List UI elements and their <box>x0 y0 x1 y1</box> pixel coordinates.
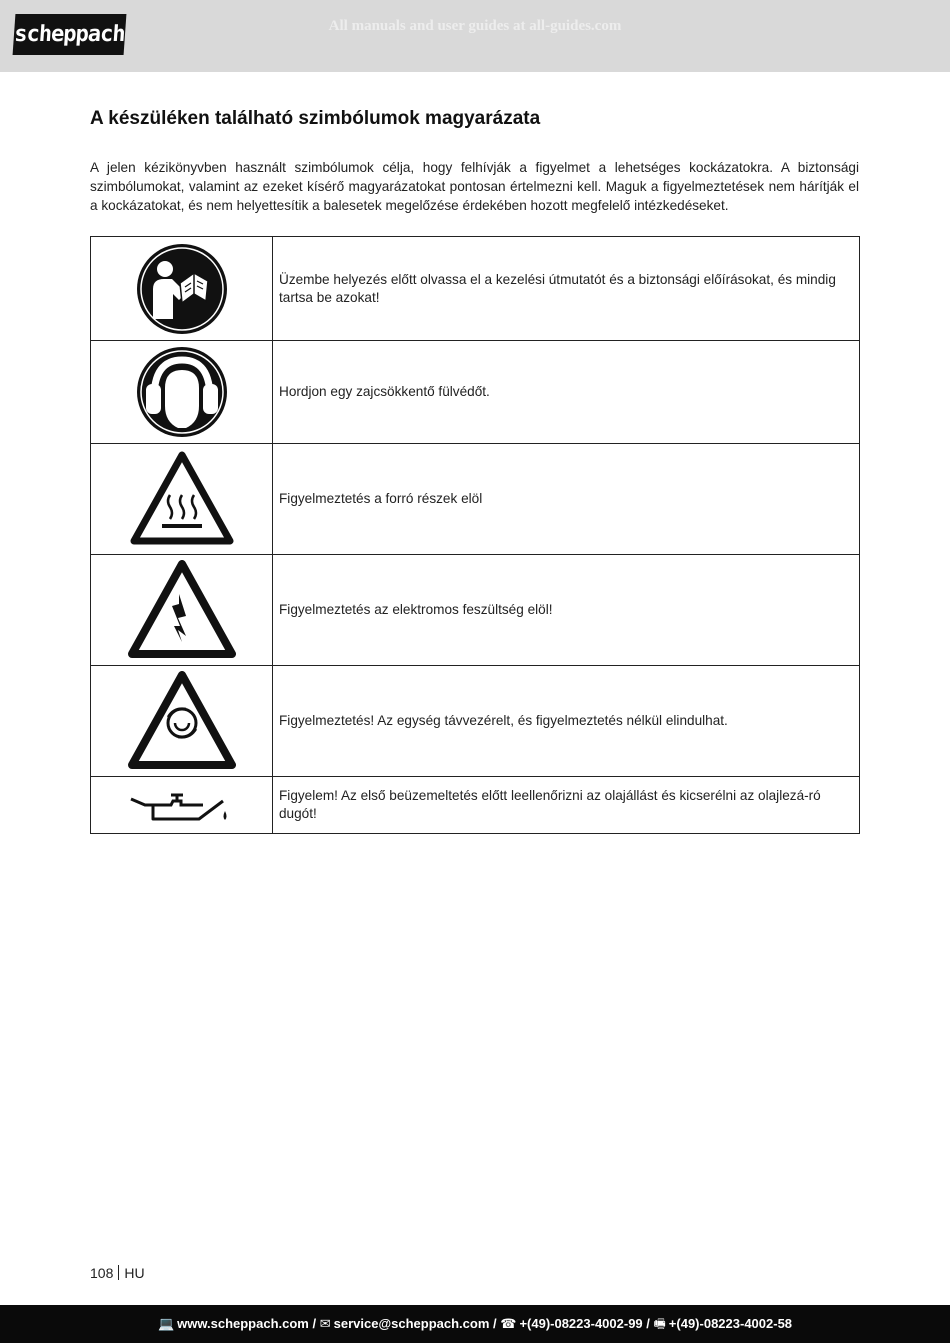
table-row <box>91 777 860 834</box>
icon-cell <box>91 341 273 444</box>
intro-paragraph: A jelen kézikönyvben használt szimbólumok célja, hogy felhívják a figyelmet a lehetséges kockázatokra. A biztonsági szimbólumokat, valamint az ezeket kísérő magyarázatokat pontosan értelmezni kell. Maguk a figyelmeztetések nem hárítják el a kockázatokat, és nem helyettesítik a balesetek megelőzése érdekében hozott megfelelő intézkedéseket. <box>90 160 859 213</box>
symbol-description: Figyelem! Az első beüzemeltetés előtt leellenőrizni az olajállást és kicserélni az olajlezá-ró dugót! <box>273 777 860 834</box>
symbol-description: Figyelmeztetés az elektromos feszültség elöl! <box>273 555 860 666</box>
fax-number: +(49)-08223-4002-58 <box>668 1316 793 1331</box>
symbol-description: Figyelmeztetés a forró részek elöl <box>273 444 860 555</box>
website-link[interactable]: www.scheppach.com / <box>177 1316 317 1331</box>
page-title: A készüléken található szimbólumok magyarázata <box>90 108 541 129</box>
watermark: All manuals and user guides at all-guides.com <box>328 18 622 34</box>
table-row <box>91 237 860 341</box>
icon-cell <box>91 237 273 341</box>
icon-cell <box>91 666 273 777</box>
fax-icon: 🖷 <box>653 1316 666 1331</box>
icon-cell <box>91 444 273 555</box>
table-row <box>91 666 860 777</box>
page-language: HU <box>124 1265 145 1281</box>
table-row <box>91 555 860 666</box>
phone-icon: ☎ <box>500 1316 517 1331</box>
phone-number: +(49)-08223-4002-99 / <box>519 1316 650 1331</box>
symbol-description: Figyelmeztetés! Az egység távvezérelt, és figyelmeztetés nélkül elindulhat. <box>273 666 860 777</box>
read-manual-icon <box>136 243 228 335</box>
electric-voltage-warning-icon <box>128 560 236 660</box>
divider <box>118 1265 119 1280</box>
email-link[interactable]: service@scheppach.com / <box>333 1316 497 1331</box>
icon-cell <box>91 555 273 666</box>
symbol-description: Üzembe helyezés előtt olvassa el a kezelési útmutatót és a biztonsági előírásokat, és mindig tartsa be azokat! <box>273 237 860 341</box>
hot-surface-warning-icon <box>130 451 234 547</box>
table-row <box>91 444 860 555</box>
symbols-table <box>90 236 860 834</box>
page-number-value: 108 <box>90 1265 114 1281</box>
mail-icon: ✉ <box>319 1316 331 1331</box>
remote-start-warning-icon <box>128 671 236 771</box>
table-row <box>91 341 860 444</box>
page-number <box>90 1265 145 1281</box>
brand-logo[interactable]: scheppach <box>13 14 127 55</box>
icon-cell <box>91 777 273 834</box>
oil-can-icon <box>127 785 237 825</box>
ear-protection-icon <box>136 346 228 438</box>
symbol-description: Hordjon egy zajcsökkentő fülvédőt. <box>273 341 860 444</box>
header-bar <box>0 0 950 72</box>
computer-icon: 💻 <box>157 1316 175 1331</box>
footer-bar <box>0 1305 950 1343</box>
